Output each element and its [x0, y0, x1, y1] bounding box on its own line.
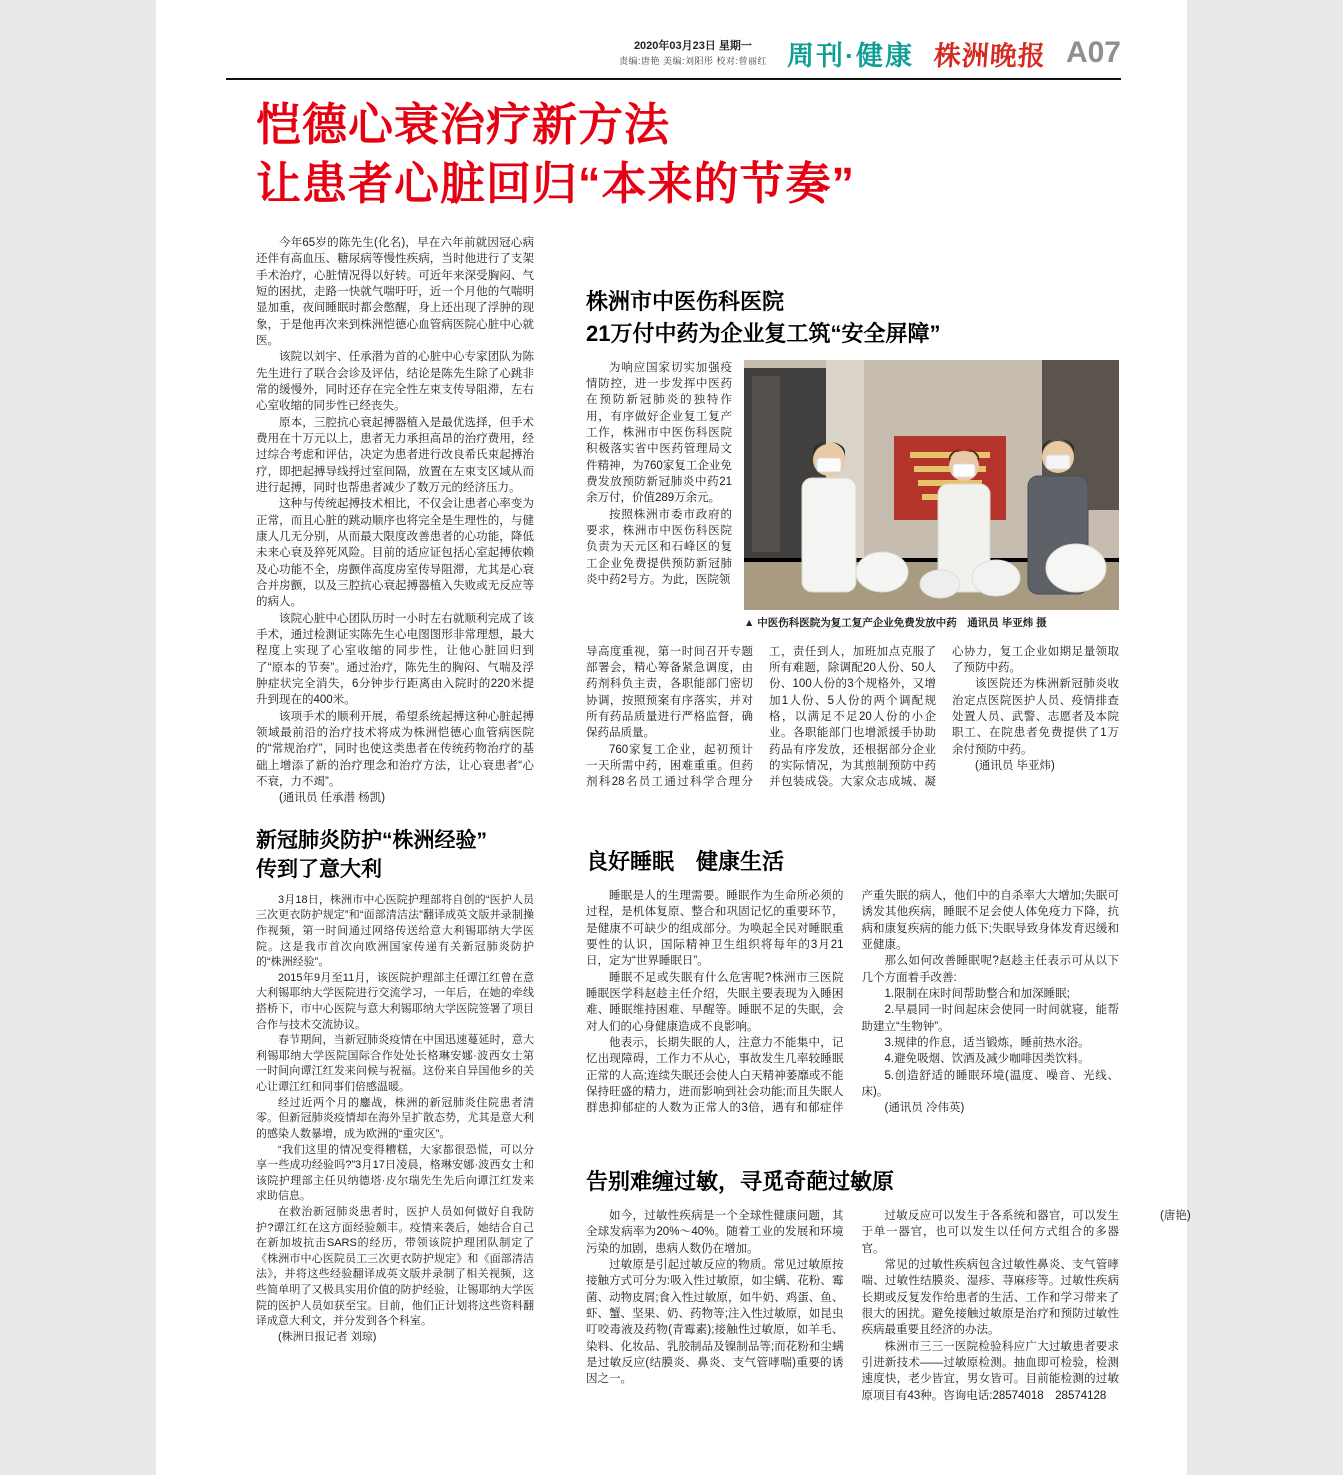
- lead-headline-line1: 恺德心衰治疗新方法: [256, 99, 671, 150]
- article-paragraph: “我们这里的情况变得糟糕，大家都很恐慌，可以分享一些成功经验吗?”3月17日凌晨，格琳安娜·波西女士和该院护理部主任贝纳德塔·皮尔瑞先生先后向谭江红发来求助信息。: [256, 1143, 534, 1203]
- news-photo: [744, 360, 1119, 610]
- byline: (株洲日报记者 刘琼): [278, 1330, 377, 1343]
- article-paragraph: 3.规律的作息，适当锻炼，睡前热水浴。: [884, 1036, 1090, 1049]
- article-paragraph: 株洲市三三一医院检验科应广大过敏患者要求引进新技术——过敏原检测。抽血即可检验，检测速度快，老少皆宜，男女皆可。目前能检测的过敏原项目有43种。咨询电话:28574018 28574128: [861, 1340, 1119, 1402]
- issue-date: 2020年03月23日 星期一: [633, 40, 752, 52]
- article-paragraph: 春节期间，当新冠肺炎疫情在中国迅速蔓延时，意大利锡耶纳大学医院国际合作处处长格琳安娜·波西女士第一时间向谭江红发来问候与祝福。这份来自异国他乡的关心让谭江红和同事们倍感温暖。: [256, 1034, 534, 1094]
- lead-headline: [256, 96, 1116, 213]
- header-divider: [226, 78, 1121, 80]
- newspaper-logo: 株洲晚报: [932, 40, 1047, 71]
- byline: (通讯员 冷伟英): [884, 1102, 965, 1115]
- sleep-article-body: [586, 888, 1119, 1120]
- article-paragraph: 1.限制在床时间帮助整合和加深睡眠;: [884, 987, 1070, 1000]
- allergy-article: [586, 1166, 1191, 1420]
- article-paragraph: 在救治新冠肺炎患者时，医护人员如何做好自我防护?谭江红在这方面经验颇丰。疫情来袭后，她结合自己在新加坡抗击SARS的经历，带领该院护理团队制定了《株洲市中心医院员工三次更衣防护规定》和《面部清洁法》，并将这些经验翻译成英文版并录制了相关视频，这些简单明了又极具实用价值的防护经验，让锡耶纳大学医院的医护人员如获至宝。目前，他们正计划将这些资料翻译成意大利文，并分发到各个科室。: [256, 1205, 534, 1328]
- photo-caption: ▲ 中医伤科医院为复工复产企业免费发放中药 通讯员 毕亚炜 摄: [744, 616, 1047, 629]
- tcm-flow-columns: [586, 644, 1119, 804]
- article-title: [586, 286, 1119, 350]
- article-paragraph: 导高度重视，第一时间召开专题部署会，精心筹备紧急调度，由药剂科负主责，各职能部门密切协调，按照预案有序落实，并对所有药品质量进行严格监督，确保药品质量。: [586, 645, 753, 740]
- italy-title-line2: 传到了意大利: [256, 858, 382, 882]
- article-paragraph: 睡眠是人的生理需要。睡眠作为生命所必须的过程，是机体复原、整合和巩固记忆的重要环节，是健康不可缺少的组成部分。为唤起全民对睡眠重要性的认识，国际精神卫生组织将每年的3月21日，定为“世界睡眠日”。: [586, 889, 844, 968]
- article-paragraph: 2.早晨同一时间起床会使同一时间就寝，能帮助建立“生物钟”。: [861, 1004, 1119, 1033]
- lead-headline-text: [256, 96, 1116, 213]
- article-paragraph: 这种与传统起搏技术相比，不仅会让患者心率变为正常，而且心脏的跳动顺序也将完全是生理性的，与健康人几无分别，从而最大限度改善患者的心功能，降低未来心衰及猝死风险。目前的适应证包括心室起搏依赖及心功能不全，房颤伴高度房室传导阻滞，尤其是心衰合并房颤，以及三腔抗心衰起搏器植入失败或无反应等的病人。: [256, 498, 534, 609]
- article-paragraph: 他表示，长期失眠的人，注意力不能集中，记忆出现障碍，工作力不从心，事故发生几率较睡眠正常的人高;连续失眠还会使人白天精神萎靡或不能保持旺盛的精力，进而影响到社会功能;而且失眠人群患抑郁症的人数为正常人的3倍，遇有和郁症伴产重失眠的病人，他们中的自杀率大大增加;失眠可诱发其他疾病，睡眠不足会使人体免疫力下降，抗病和康复疾病的能力低下;失眠导致身体发育迟缓和亚健康。: [586, 889, 1119, 1115]
- article-paragraph: 2015年9月至11月，该医院护理部主任谭江红曾在意大利锡耶纳大学医院进行交流学习，一年后，在她的牵线搭桥下，市中心医院与意大利锡耶纳大学医院签署了项目合作与技术交流协议。: [256, 971, 534, 1031]
- tcm-article: [586, 286, 1119, 804]
- article-paragraph: 经过近两个月的鏖战，株洲的新冠肺炎住院患者清零。但新冠肺炎疫情却在海外呈扩散态势，尤其是意大利的感染人数暴增，成为欧洲的“重灾区”。: [256, 1096, 534, 1140]
- article-paragraph: 该项手术的顺利开展，希望系统起搏这种心脏起搏领域最前沿的治疗技术将成为株洲恺德心血管病医院的“常规治疗”，同时也使这类患者在传统药物治疗的基础上增添了新的治疗理念和治疗方法，让心衰患者“心不衰，力不竭”。: [256, 710, 534, 788]
- article-paragraph: 4.避免吸烟、饮酒及减少咖啡因类饮料。: [884, 1053, 1090, 1066]
- editors-line: 责编:唐艳 美编:刘阳彤 校对:曾丽红: [618, 55, 767, 66]
- article-title: [256, 826, 534, 885]
- article-paragraph: 760家复工企业，起初预计一天所需中药，困难重重。但药剂科28名员工通过科学合理分工，责任到人，加班加点克服了所有难题，除调配20人份、50人份、100人份的3个规格外，又增加1人份、5人份的两个调配规格，以满足不足20人份的小企业。各职能部门也增派援手协助药品有序发放，还根据部分企业的实际情况，为其煎制预防中药并包装成袋。大家众志成城、凝心协力，复工企业如期足量领取了预防中药。: [586, 645, 1119, 789]
- tcm-title-line2: 21万付中药为企业复工筑“安全屏障”: [586, 320, 941, 346]
- sleep-article: [586, 846, 1119, 1120]
- article-paragraph: 今年65岁的陈先生(化名)，早在六年前就因冠心病还伴有高血压、糖尿病等慢性疾病，当时他进行了支架手术治疗，心脏情况得以好转。可近年来深受胸闷、气短的困扰，走路一快就气喘吁吁，近一个月他的气喘明显加重，夜间睡眠时都会憋醒，身上还出现了浮肿的现象，于是他再次来到株洲恺德心血管病医院心脏中心就医。: [256, 237, 534, 347]
- byline: (唐艳): [1160, 1209, 1191, 1222]
- article-paragraph: 常见的过敏性疾病包含过敏性鼻炎、支气管哮喘、过敏性结膜炎、湿疹、荨麻疹等。过敏性疾病长期或反复发作给患者的生活、工作和学习带来了很大的困扰。避免接触过敏原是治疗和预防过敏性疾病最重要且经济的办法。: [861, 1258, 1119, 1337]
- article-title: 良好睡眠 健康生活: [586, 849, 785, 874]
- italy-article: [256, 826, 534, 1345]
- issue-meta: [619, 38, 767, 68]
- lead-article-body: [256, 235, 534, 806]
- article-paragraph: 该医院还为株洲新冠肺炎收治定点医院医护人员、疫情排查处置人员、武警、志愿者及本院职工、在院患者免费提供了1万余付预防中药。: [952, 678, 1119, 756]
- italy-title-line1: 新冠肺炎防护“株洲经验”: [256, 829, 487, 852]
- italy-article-body: [256, 893, 534, 1346]
- news-photo-figure: [744, 360, 1119, 632]
- tcm-title-line1: 株洲市中医伤科医院: [586, 289, 785, 314]
- article-paragraph: 为响应国家切实加强疫情防控，进一步发挥中医药在预防新冠肺炎的独特作用，有序做好企业复工复产工作，株洲市中医伤科医院积极落实省中医药管理局文件精神，为760家复工企业免费发放预防新冠肺炎中药21余万付，价值289万余元。: [586, 361, 732, 505]
- article-paragraph: 过敏原是引起过敏反应的物质。常见过敏原按接触方式可分为:吸入性过敏原，如尘螨、花粉、霉菌、动物皮屑;食入性过敏原，如牛奶、鸡蛋、鱼、虾、蟹、坚果、奶、药物等;注入性过敏原，如昆虫叮咬毒液及药物(青霉素);接触性过敏原，如羊毛、染料、化妆品、乳胶制品及镍制品等;而花粉和尘螨是过敏反应(结膜炎、鼻炎、支气管哮喘)重要的诱因之一。: [586, 1258, 844, 1386]
- lead-headline-line2: 让患者心脏回归“本来的节奏”: [256, 157, 856, 209]
- newspaper-page: [156, 0, 1191, 1475]
- page-header: [226, 30, 1121, 76]
- section-title: 周刊·健康: [786, 40, 914, 71]
- article-paragraph: 如今，过敏性疾病是一个全球性健康问题，其全球发病率为20%～40%。随着工业的发展和环境污染的加剧，患病人数仍在增加。: [586, 1209, 844, 1255]
- article-paragraph: 睡眠不足或失眠有什么危害呢?株洲市三医院睡眠医学科赵趁主任介绍，失眠主要表现为入睡困难、睡眠维持困难、早醒等。睡眠不足的失眠，会对人们的心身健康造成不良影响。: [586, 971, 844, 1033]
- article-paragraph: 原本，三腔抗心衰起搏器植入是最优选择，但手术费用在十万元以上，患者无力承担高昂的治疗费用，经过综合考虑和评估，决定为患者进行改良希氏束起搏治疗，即把起搏导线捋过室间隔，放置在左束支区域从而进行起搏，同时也帮患者减少了数万元的经济压力。: [256, 416, 534, 494]
- article-paragraph: 5.创造舒适的睡眠环境(温度、噪音、光线、床)。: [861, 1069, 1119, 1098]
- article-title: 告别难缠过敏，寻觅奇葩过敏原: [586, 1169, 895, 1194]
- byline: (通讯员 毕亚炜): [975, 760, 1055, 773]
- byline: (通讯员 任承潜 杨凯): [279, 792, 386, 805]
- article-paragraph: 按照株洲市委市政府的要求，株洲市中医伤科医院负责为天元区和石峰区的复工企业免费提供预防新冠肺炎中药2号方。为此，医院领: [586, 508, 732, 587]
- article-paragraph: 该院心脏中心团队历时一小时左右就顺利完成了该手术，通过检测证实陈先生心电图图形非常理想，最大程度上实现了心室收缩的同步性，让他心脏回归到了“原本的节奏”。通过治疗，陈先生的胸闷、气喘及浮肿症状完全消失，6分钟步行距离由入院时的220米提升到现在的400米。: [256, 612, 534, 707]
- article-paragraph: 那么如何改善睡眠呢?赵趁主任表示可从以下几个方面着手改善:: [861, 955, 1119, 984]
- article-paragraph: 该院以刘宇、任承潜为首的心脏中心专家团队为陈先生进行了联合会诊及评估，结论是陈先生除了心跳非常的缓慢外，同时还存在完全性左束支传导阻滞，左右心室收缩的同步性已经丧失。: [256, 351, 534, 413]
- page-number: A07: [1065, 36, 1121, 69]
- article-paragraph: 3月18日，株洲市中心医院护理部将自创的“医护人员三次更衣防护规定”和“面部清洁法”翻译成英文版并录制操作视频，第一时间通过网络传送给意大利锡耶纳大学医院。这是我市首次向欧洲国家传递有关新冠肺炎防护的“株洲经验”。: [256, 893, 534, 969]
- article-paragraph: 过敏反应可以发生于各系统和器官，可以发生于单一器官，也可以发生以任何方式组合的多器官。: [861, 1209, 1119, 1255]
- tcm-intro-column: [586, 360, 732, 632]
- allergy-article-body: [586, 1208, 1191, 1420]
